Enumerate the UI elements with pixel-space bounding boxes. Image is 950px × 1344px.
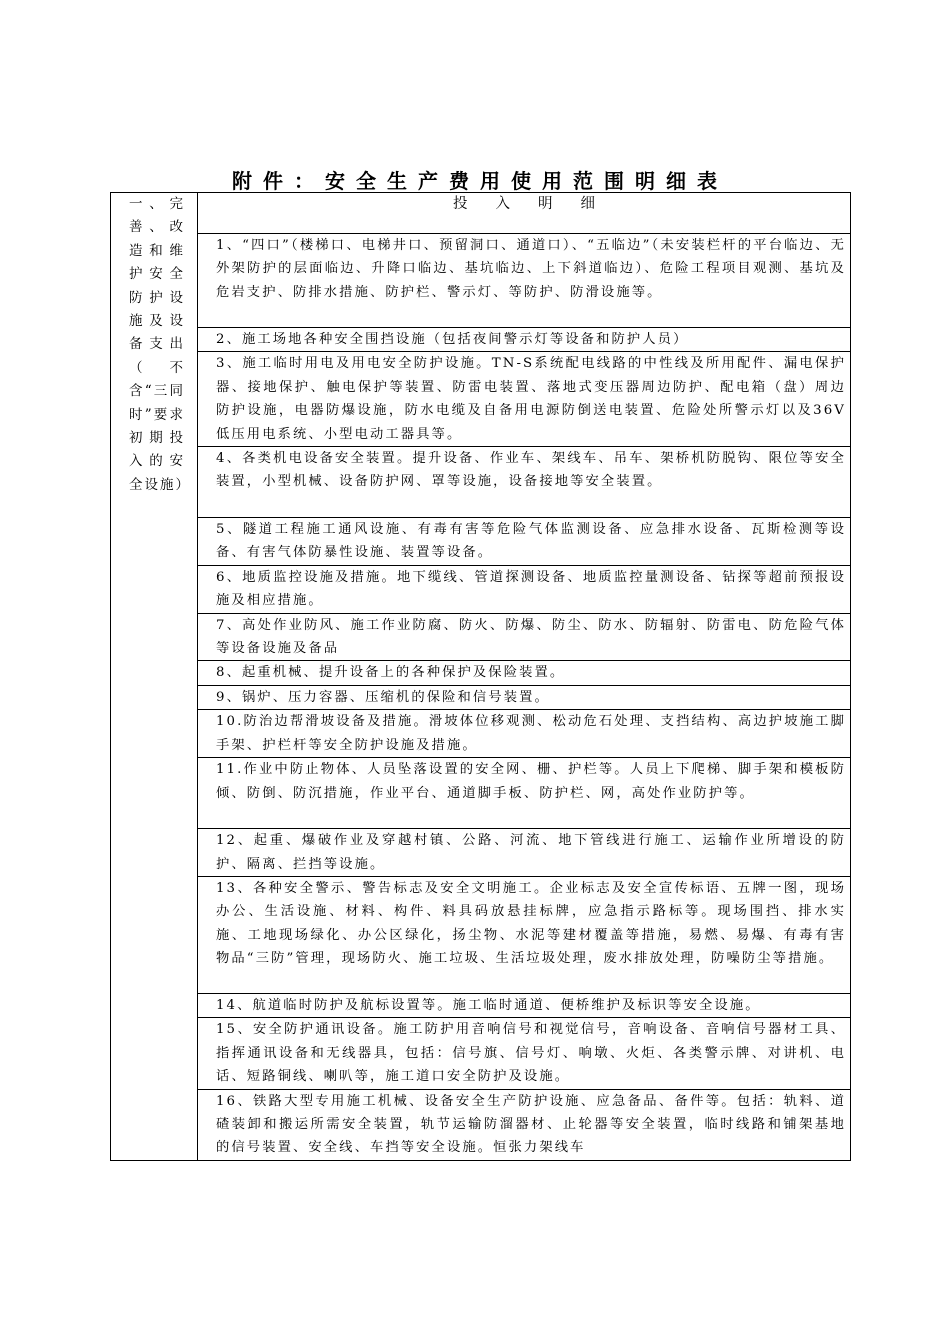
list-item: 10.防治边帮滑坡设备及措施。滑坡体位移观测、松动危石处理、支挡结构、高边护坡施工脚手架、护栏杆等安全防护设施及措施。 (198, 710, 851, 758)
table-row (111, 710, 851, 758)
list-item: 15、安全防护通讯设备。施工防护用音响信号和视觉信号，音响设备、音响信号器材工具、指挥通讯设备和无线器具，包括：信号旗、信号灯、响墩、火炬、各类警示牌、对讲机、电话、短路铜线、喇叭等，施工道口安全防护及设施。 (198, 1018, 851, 1089)
category-cell: 一、完善、改造和维护安全防护设施及设备支出（不含“三同时”要求初期投入的安全设施） (111, 193, 198, 1161)
table-row (111, 328, 851, 352)
list-item: 9、锅炉、压力容器、压缩机的保险和信号装置。 (198, 685, 851, 709)
list-item: 6、地质监控设施及措施。地下缆线、管道探测设备、地质监控量测设备、钻探等超前预报设施及相应措施。 (198, 565, 851, 613)
table-row (111, 565, 851, 613)
list-item: 13、各种安全警示、警告标志及安全文明施工。企业标志及安全宣传标语、五牌一图，现场办公、生活设施、材料、构件、料具码放悬挂标牌，应急指示路标等。现场围挡、排水实施、工地现场绿化、办公区绿化，扬尘物、水泥等建材覆盖等措施，易燃、易爆、有毒有害物品“三防”管理，现场防火、施工垃圾、生活垃圾处理，废水排放处理，防噪防尘等措施。 (198, 876, 851, 993)
table-row (111, 876, 851, 993)
table-row (111, 518, 851, 566)
table-row (111, 993, 851, 1017)
list-item: 14、航道临时防护及航标设置等。施工临时通道、便桥维护及标识等安全设施。 (198, 993, 851, 1017)
table-row (111, 613, 851, 661)
column-header: 投入明细 (198, 193, 851, 234)
list-item: 4、各类机电设备安全装置。提升设备、作业车、架线车、吊车、架桥机防脱钩、限位等安全装置，小型机械、设备防护网、罩等设施，设备接地等安全装置。 (198, 447, 851, 518)
list-item: 16、铁路大型专用施工机械、设备安全生产防护设施、应急备品、备件等。包括：轨料、道碴装卸和搬运所需安全装置，轨节运输防溜器材、止轮器等安全装置，临时线路和铺架基地的信号装置、安全线、车挡等安全设施。恒张力架线车 (198, 1089, 851, 1160)
table-row (111, 1089, 851, 1160)
list-item: 8、起重机械、提升设备上的各种保护及保险装置。 (198, 661, 851, 685)
list-item: 2、施工场地各种安全围挡设施（包括夜间警示灯等设备和防护人员） (198, 328, 851, 352)
list-item: 5、隧道工程施工通风设施、有毒有害等危险气体监测设备、应急排水设备、瓦斯检测等设备、有害气体防暴性设施、装置等设备。 (198, 518, 851, 566)
list-item: 12、起重、爆破作业及穿越村镇、公路、河流、地下管线进行施工、运输作业所增设的防护、隔离、拦挡等设施。 (198, 829, 851, 877)
table-row (111, 352, 851, 447)
list-item: 7、高处作业防风、施工作业防腐、防火、防爆、防尘、防水、防辐射、防雷电、防危险气体等设备设施及备品 (198, 613, 851, 661)
table-row (111, 758, 851, 829)
table-row (111, 829, 851, 877)
list-item: 11.作业中防止物体、人员坠落设置的安全网、栅、护栏等。人员上下爬梯、脚手架和模板防倾、防倒、防沉措施，作业平台、通道脚手板、防护栏、网，高处作业防护等。 (198, 758, 851, 829)
table-row (111, 685, 851, 709)
document-title: 附件：安全生产费用使用范围明细表 (232, 169, 728, 193)
table-row (111, 234, 851, 328)
list-item: 1、“四口”（楼梯口、电梯井口、预留洞口、通道口）、“五临边”（未安装栏杆的平台临边、无外架防护的层面临边、升降口临边、基坑临边、上下斜道临边）、危险工程项目观测、基坑及危岩支护、防排水措施、防护栏、警示灯、等防护、防滑设施等。 (198, 234, 851, 328)
list-item: 3、施工临时用电及用电安全防护设施。TN-S系统配电线路的中性线及所用配件、漏电保护器、接地保护、触电保护等装置、防雷电装置、落地式变压器周边防护、配电箱（盘）周边防护设施，电器防爆设施，防水电缆及自备用电源防倒送电装置、危险处所警示灯以及36V 低压用电系统、小型电动工器具等。 (198, 352, 851, 447)
table-row (111, 1018, 851, 1089)
table-row (111, 193, 851, 234)
table-row (111, 661, 851, 685)
table-row (111, 447, 851, 518)
expense-detail-table (110, 192, 851, 1161)
